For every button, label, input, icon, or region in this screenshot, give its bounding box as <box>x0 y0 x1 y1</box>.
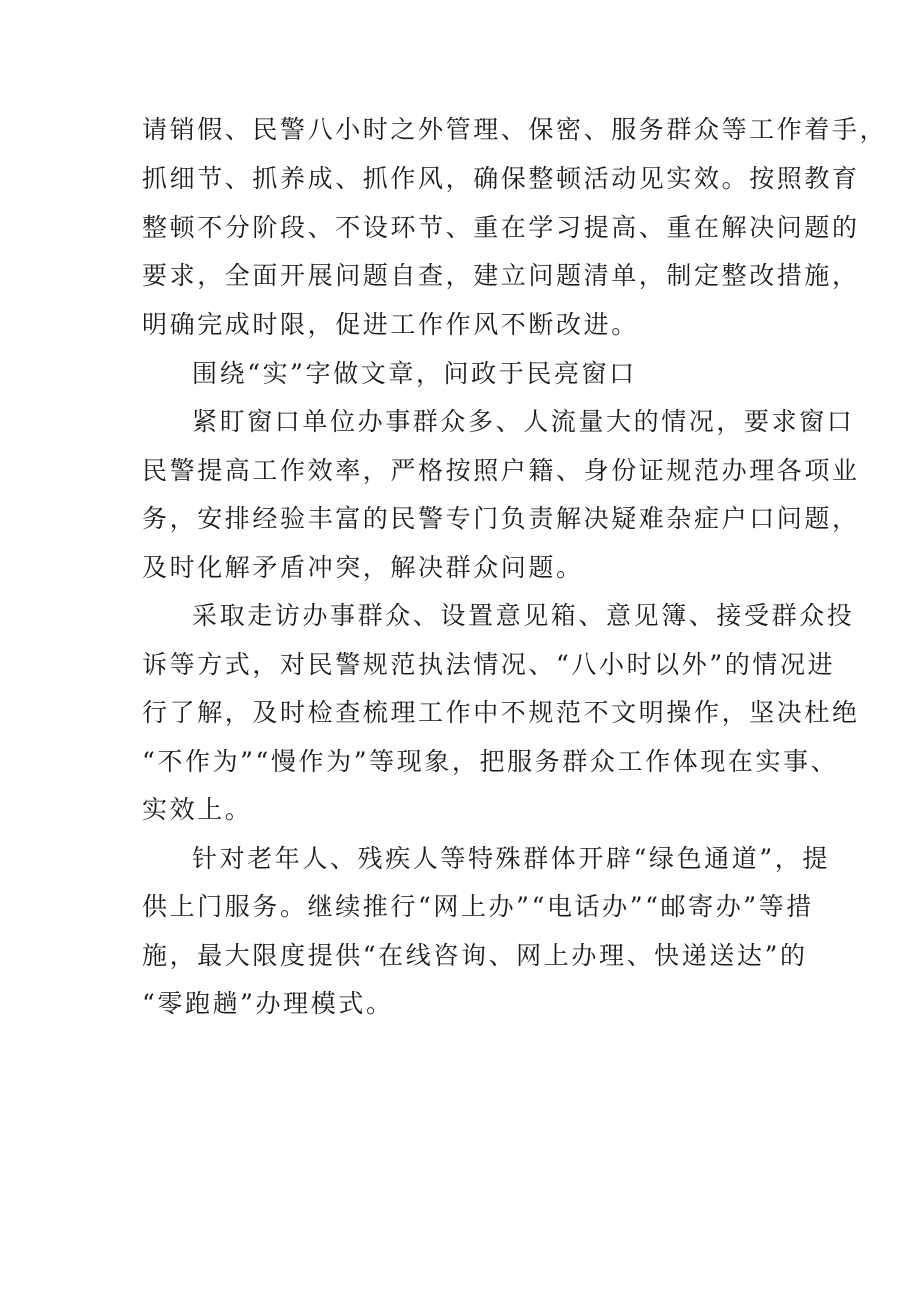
paragraph-4-line-3: 行了解，及时检查梳理工作中不规范不文明操作，坚决杜绝 <box>142 698 860 727</box>
paragraph-4-line-5: 实效上。 <box>142 795 253 824</box>
paragraph-1-line-4: 要求，全面开展问题自查，建立问题清单，制定整改措施， <box>142 261 860 290</box>
paragraph-5-line-4: “零跑趟”办理模式。 <box>142 989 394 1018</box>
paragraph-1-line-1: 请销假、民警八小时之外管理、保密、服务群众等工作着手， <box>142 115 888 144</box>
section-heading: 围绕“实”字做文章，问政于民亮窗口 <box>192 359 637 388</box>
paragraph-3-line-4: 及时化解矛盾冲突，解决群众问题。 <box>142 553 584 582</box>
paragraph-4-line-1: 采取走访办事群众、设置意见箱、意见簿、接受群众投 <box>192 601 855 630</box>
paragraph-4-line-2: 诉等方式，对民警规范执法情况、“八小时以外”的情况进 <box>142 650 836 679</box>
paragraph-5-line-2: 供上门服务。继续推行“网上办”“电话办”“邮寄办”等措 <box>142 892 814 921</box>
paragraph-5-line-3: 施，最大限度提供“在线咨询、网上办理、快递送达”的 <box>142 941 808 970</box>
paragraph-5-line-1: 针对老年人、残疾人等特殊群体开辟“绿色通道”，提 <box>192 844 830 873</box>
paragraph-3-line-3: 务，安排经验丰富的民警专门负责解决疑难杂症户口问题， <box>142 504 860 533</box>
paragraph-1-line-5: 明确完成时限，促进工作作风不断改进。 <box>142 310 639 339</box>
paragraph-1-line-3: 整顿不分阶段、不设环节、重在学习提高、重在解决问题的 <box>142 213 860 242</box>
paragraph-1-line-2: 抓细节、抓养成、抓作风，确保整顿活动见实效。按照教育 <box>142 164 860 193</box>
paragraph-3-line-2: 民警提高工作效率，严格按照户籍、身份证规范办理各项业 <box>142 456 860 485</box>
paragraph-4-line-4: “不作为”“慢作为”等现象，把服务群众工作体现在实事、 <box>142 747 839 776</box>
paragraph-3-line-1: 紧盯窗口单位办事群众多、人流量大的情况，要求窗口 <box>192 407 855 436</box>
